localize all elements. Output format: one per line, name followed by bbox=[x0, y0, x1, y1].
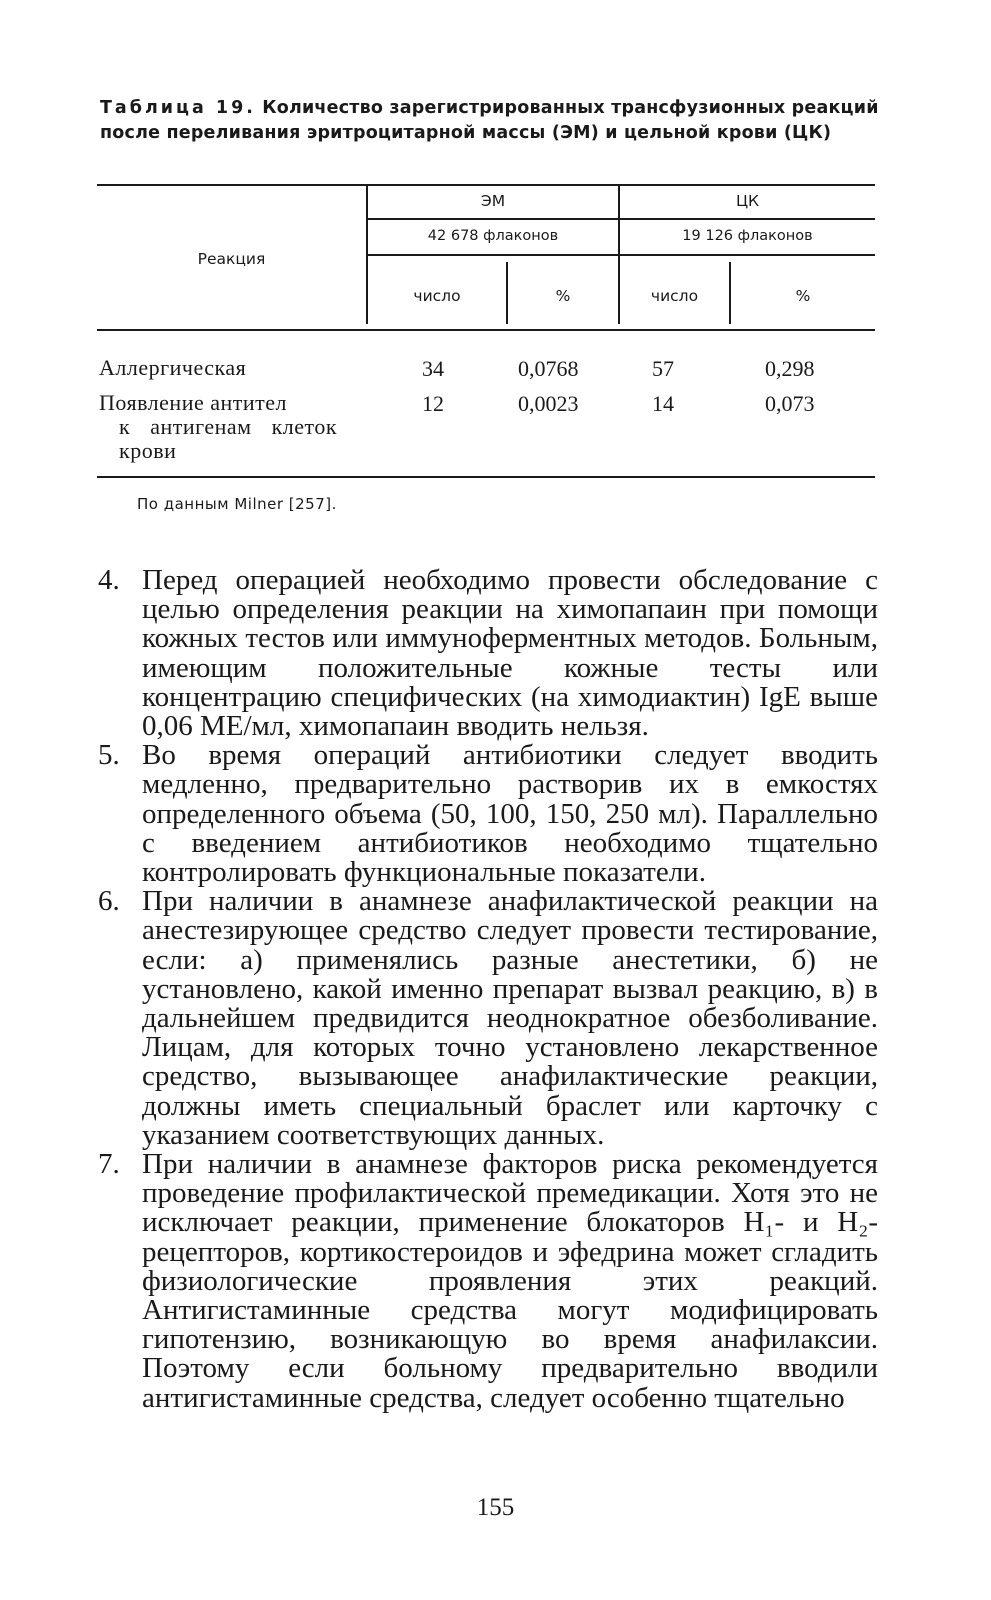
group-ck-count: 19 126 флаконов bbox=[682, 228, 813, 244]
list-item-number: 7. bbox=[98, 1148, 120, 1181]
row-label-line: к антигенам клеток bbox=[119, 414, 338, 439]
table-cell: 0,073 bbox=[765, 391, 815, 416]
list-item bbox=[98, 1150, 878, 1413]
list-item-text: Перед операцией необходимо провести обследование с целью определения реакции на химопапаин при помощи кожных тестов или иммуноферментных методов. Больным, имеющим положительные кожные тесты или концентрацию специфических (на химодиактин) IgE выше 0,06 МЕ/мл, химопапаин вводить нельзя. bbox=[142, 564, 878, 743]
source-note: По данным Milner [257]. bbox=[137, 495, 337, 513]
list-item bbox=[98, 566, 878, 741]
list-item bbox=[98, 741, 878, 887]
table-cell: 34 bbox=[422, 356, 444, 381]
table-cell: 12 bbox=[422, 391, 444, 416]
table-cell: 57 bbox=[652, 356, 674, 381]
row-label-allergic: Аллергическая bbox=[99, 355, 247, 380]
subheader-em-number: число bbox=[413, 287, 461, 305]
list-item-number: 6. bbox=[98, 885, 120, 918]
header-bottom-rule bbox=[97, 329, 875, 331]
subheader-ck-number: число bbox=[650, 287, 699, 305]
list-item-number: 4. bbox=[98, 564, 120, 596]
table-caption-text: Количество зарегистрированных трансфузионных реакций после переливания эритроцитарной массы (ЭМ) и цельной крови (ЦК) bbox=[100, 98, 879, 143]
list-item-number: 5. bbox=[98, 739, 120, 772]
table-caption-label: Таблица 19. bbox=[100, 98, 256, 118]
group-ck-name: ЦК bbox=[735, 192, 760, 210]
list-item bbox=[98, 887, 878, 1150]
data-table bbox=[97, 184, 875, 484]
table-top-rule bbox=[97, 184, 875, 186]
list-item-text: При наличии в анамнезе факторов риска рекомендуется проведение профилактической премедикации. Хотя это не исключает реакции, применение блокаторов H₁- и H₂-рецепторов, кортикостероидов и эфедрина может сгладить физиологические проявления этих реакций. Антигистаминные средства могут модифицировать гипотензию, возникающую во время анафилаксии. Поэтому если больному предварительно вводили антигистаминные средства, следует особенно тщательно bbox=[142, 1148, 878, 1414]
group-em-count: 42 678 флаконов bbox=[427, 228, 559, 244]
subheader-em-percent: % bbox=[555, 287, 571, 305]
table-cell: 0,0023 bbox=[518, 391, 579, 416]
page-number: 155 bbox=[476, 1494, 515, 1521]
numbered-list bbox=[98, 566, 878, 1413]
list-item-text: Во время операций антибиотики следует вводить медленно, предварительно растворив их в емкостях определенного объема (50, 100, 150, 250 мл). Параллельно с введением антибиотиков необходимо тщательно контролировать функциональные показатели. bbox=[142, 739, 878, 889]
table-cell: 14 bbox=[652, 391, 674, 416]
row-label-line: крови bbox=[119, 438, 177, 463]
header-rule-2 bbox=[367, 254, 875, 256]
subheader-ck-percent: % bbox=[795, 287, 811, 305]
table-cell: 0,298 bbox=[765, 356, 815, 381]
table-bottom-rule bbox=[97, 476, 875, 478]
table-caption bbox=[100, 96, 880, 145]
row-label-antibodies bbox=[99, 391, 369, 463]
header-rule-1 bbox=[367, 218, 875, 220]
group-em-name: ЭМ bbox=[480, 192, 506, 210]
row-label-line: Появление антител bbox=[99, 390, 288, 415]
table-cell: 0,0768 bbox=[518, 356, 579, 381]
row-header: Реакция bbox=[197, 250, 266, 268]
list-item-text: При наличии в анамнезе анафилактической реакции на анестезирующее средство следует провести тестирование, если: а) применялись разные анестетики, б) не установлено, какой именно препарат вызвал реакцию, в) в дальнейшем предвидится неоднократное обезболивание. Лицам, для которых точно установлено лекарственное средство, вызывающее анафилактические реакции, должны иметь специальный браслет или карточку с указанием соответствующих данных. bbox=[142, 885, 878, 1151]
